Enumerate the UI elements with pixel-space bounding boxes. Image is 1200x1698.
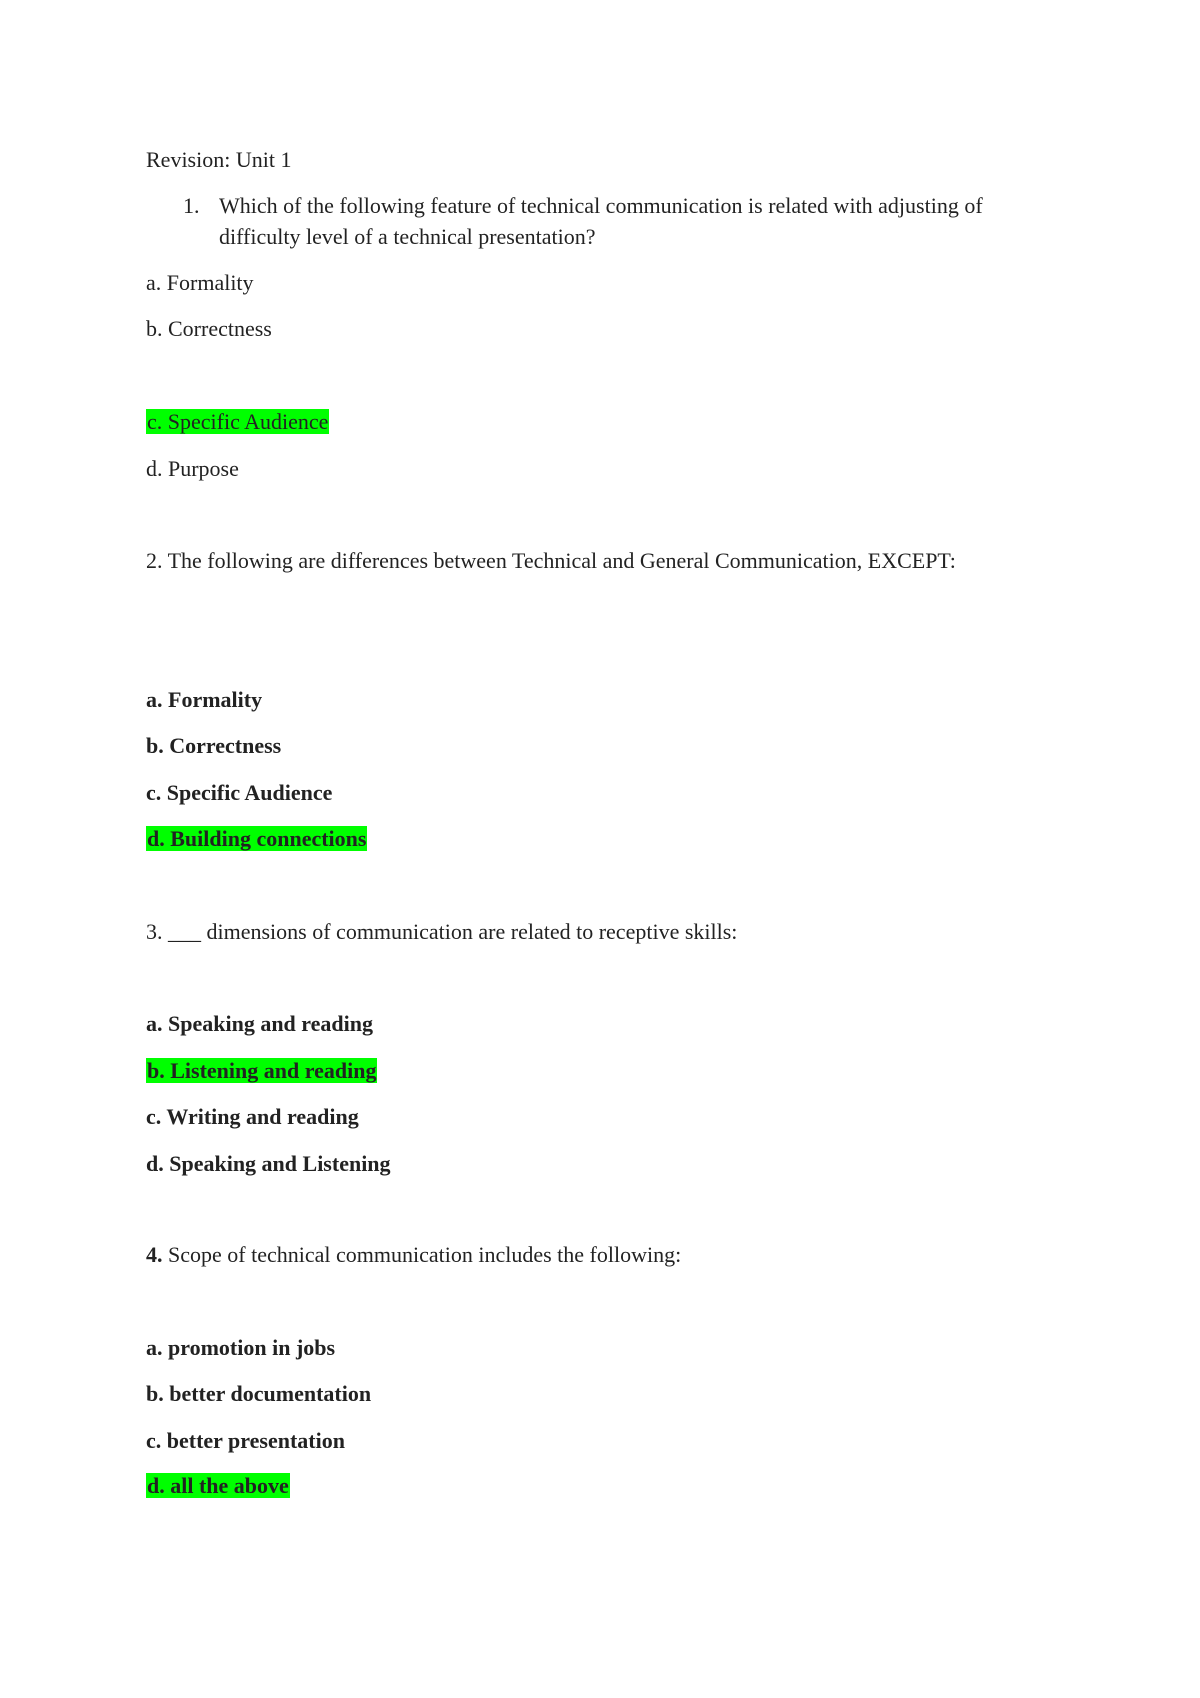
question-1-text: Which of the following feature of technical communication is related with adjusting of difficulty level of a technical presentation? (219, 193, 983, 249)
question-4-option-d-answer (146, 1472, 290, 1500)
question-4-number: 4. (146, 1242, 163, 1267)
question-4-text: 4. Scope of technical communication includes the following: (146, 1242, 682, 1267)
question-1-number: 1. (183, 193, 200, 218)
answer-highlight: c. Specific Audience (147, 409, 329, 434)
document-title: Revision: Unit 1 (146, 147, 292, 172)
question-1-option-b: b. Correctness (146, 316, 272, 341)
question-4-option-c: c. better presentation (146, 1428, 345, 1453)
question-3-option-a: a. Speaking and reading (146, 1011, 374, 1036)
question-1-option-d: d. Purpose (146, 456, 239, 481)
question-2-text: 2. The following are differences between Technical and General Communication, EXCEPT: (146, 548, 956, 573)
question-3-option-d: d. Speaking and Listening (146, 1151, 391, 1176)
answer-highlight: d. Building connections (147, 826, 367, 851)
question-2-option-a: a. Formality (146, 687, 263, 712)
question-2-option-c: c. Specific Audience (146, 780, 333, 805)
answer-highlight: d. all the above (147, 1473, 289, 1498)
question-2-option-d-answer (146, 825, 367, 853)
question-3-option-b-answer (146, 1057, 377, 1085)
question-1-option-a: a. Formality (146, 270, 254, 295)
question-2-option-b: b. Correctness (146, 733, 282, 758)
question-3-text: 3. ___ dimensions of communication are related to receptive skills: (146, 919, 738, 944)
question-3-option-c: c. Writing and reading (146, 1104, 359, 1129)
question-4-option-a: a. promotion in jobs (146, 1335, 336, 1360)
question-1-option-c-answer (146, 408, 329, 436)
question-4-option-b: b. better documentation (146, 1381, 372, 1406)
answer-highlight: b. Listening and reading (147, 1058, 377, 1083)
